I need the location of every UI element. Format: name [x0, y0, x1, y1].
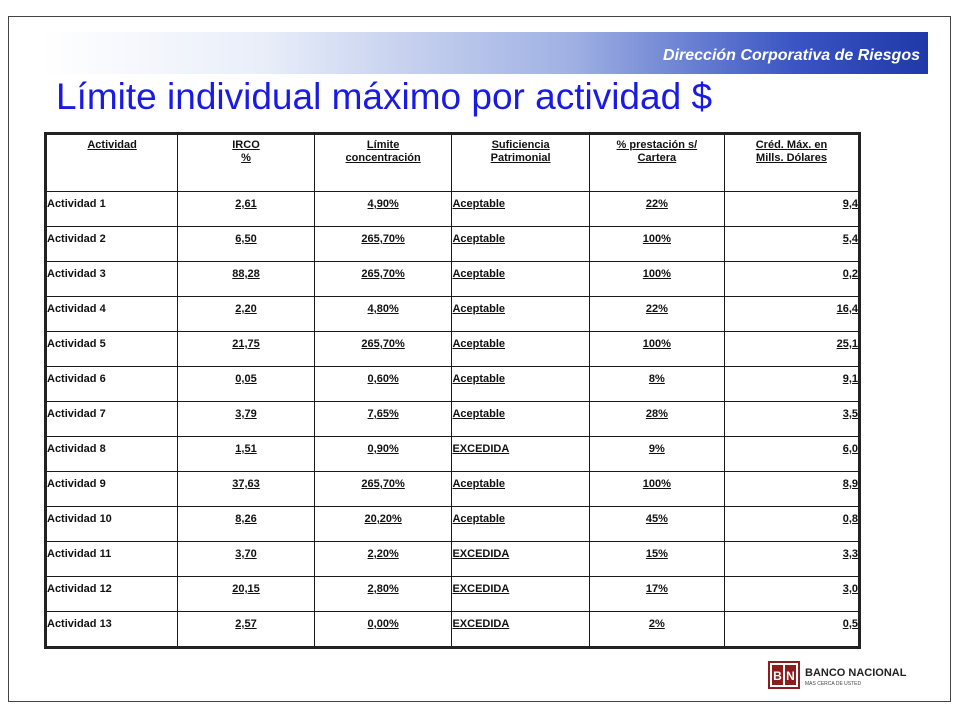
cell-actividad: Actividad 13 [46, 612, 178, 648]
cell-limite: 265,70% [314, 262, 452, 297]
column-header-actividad: Actividad [46, 134, 178, 192]
column-header-credito: Créd. Máx. en Mills. Dólares [725, 134, 860, 192]
cell-credito: 25,1 [725, 332, 860, 367]
table-row [46, 262, 860, 297]
table-row [46, 192, 860, 227]
cell-suficiencia: Aceptable [452, 402, 589, 437]
cell-limite: 20,20% [314, 507, 452, 542]
cell-irco: 2,61 [178, 192, 315, 227]
cell-credito: 6,0 [725, 437, 860, 472]
cell-limite: 0,60% [314, 367, 452, 402]
table-row [46, 437, 860, 472]
cell-prestacion: 100% [589, 262, 724, 297]
column-header-prestacion: % prestación s/ Cartera [589, 134, 724, 192]
table-header-row [46, 134, 860, 192]
cell-suficiencia: Aceptable [452, 262, 589, 297]
table-row [46, 612, 860, 648]
cell-limite: 265,70% [314, 227, 452, 262]
cell-credito: 0,5 [725, 612, 860, 648]
cell-suficiencia: EXCEDIDA [452, 542, 589, 577]
cell-actividad: Actividad 3 [46, 262, 178, 297]
cell-limite: 0,90% [314, 437, 452, 472]
table-row [46, 472, 860, 507]
cell-prestacion: 28% [589, 402, 724, 437]
cell-actividad: Actividad 10 [46, 507, 178, 542]
bank-name: BANCO NACIONAL [805, 667, 907, 679]
cell-credito: 8,9 [725, 472, 860, 507]
cell-prestacion: 100% [589, 332, 724, 367]
cell-prestacion: 100% [589, 472, 724, 507]
cell-irco: 2,57 [178, 612, 315, 648]
bank-logo [767, 660, 907, 690]
column-header-irco: IRCO % [178, 134, 315, 192]
cell-credito: 3,5 [725, 402, 860, 437]
cell-limite: 2,80% [314, 577, 452, 612]
cell-limite: 265,70% [314, 332, 452, 367]
cell-irco: 3,79 [178, 402, 315, 437]
cell-irco: 0,05 [178, 367, 315, 402]
cell-actividad: Actividad 9 [46, 472, 178, 507]
cell-suficiencia: EXCEDIDA [452, 437, 589, 472]
column-header-limite: Límite concentración [314, 134, 452, 192]
cell-limite: 2,20% [314, 542, 452, 577]
svg-text:N: N [786, 669, 795, 683]
cell-irco: 37,63 [178, 472, 315, 507]
table-row [46, 332, 860, 367]
cell-irco: 6,50 [178, 227, 315, 262]
limits-table [44, 132, 861, 649]
bank-tagline: MAS CERCA DE USTED [805, 681, 862, 687]
table-row [46, 367, 860, 402]
table-row [46, 227, 860, 262]
column-header-suficiencia: Suficiencia Patrimonial [452, 134, 589, 192]
svg-text:B: B [773, 669, 782, 683]
cell-irco: 20,15 [178, 577, 315, 612]
cell-prestacion: 9% [589, 437, 724, 472]
cell-irco: 21,75 [178, 332, 315, 367]
cell-prestacion: 15% [589, 542, 724, 577]
cell-actividad: Actividad 2 [46, 227, 178, 262]
cell-limite: 265,70% [314, 472, 452, 507]
cell-credito: 3,3 [725, 542, 860, 577]
table-body [46, 192, 860, 648]
organization-name: Dirección Corporativa de Riesgos [663, 47, 920, 64]
cell-irco: 2,20 [178, 297, 315, 332]
cell-actividad: Actividad 1 [46, 192, 178, 227]
cell-suficiencia: Aceptable [452, 367, 589, 402]
cell-suficiencia: Aceptable [452, 507, 589, 542]
cell-irco: 8,26 [178, 507, 315, 542]
cell-actividad: Actividad 6 [46, 367, 178, 402]
cell-suficiencia: Aceptable [452, 192, 589, 227]
cell-actividad: Actividad 4 [46, 297, 178, 332]
table-row [46, 402, 860, 437]
cell-prestacion: 8% [589, 367, 724, 402]
cell-prestacion: 22% [589, 192, 724, 227]
cell-prestacion: 45% [589, 507, 724, 542]
cell-limite: 7,65% [314, 402, 452, 437]
cell-limite: 4,90% [314, 192, 452, 227]
page-title: Límite individual máximo por actividad $ [56, 76, 713, 117]
cell-limite: 0,00% [314, 612, 452, 648]
cell-suficiencia: Aceptable [452, 297, 589, 332]
table-row [46, 297, 860, 332]
table-row [46, 507, 860, 542]
cell-credito: 9,4 [725, 192, 860, 227]
cell-actividad: Actividad 5 [46, 332, 178, 367]
cell-actividad: Actividad 11 [46, 542, 178, 577]
cell-credito: 16,4 [725, 297, 860, 332]
cell-actividad: Actividad 12 [46, 577, 178, 612]
cell-actividad: Actividad 8 [46, 437, 178, 472]
cell-prestacion: 17% [589, 577, 724, 612]
cell-irco: 3,70 [178, 542, 315, 577]
cell-actividad: Actividad 7 [46, 402, 178, 437]
cell-credito: 3,0 [725, 577, 860, 612]
bank-logo-mark-icon [767, 660, 801, 690]
cell-prestacion: 22% [589, 297, 724, 332]
cell-irco: 1,51 [178, 437, 315, 472]
table-row [46, 577, 860, 612]
cell-suficiencia: Aceptable [452, 332, 589, 367]
cell-limite: 4,80% [314, 297, 452, 332]
cell-credito: 9,1 [725, 367, 860, 402]
table-row [46, 542, 860, 577]
cell-suficiencia: EXCEDIDA [452, 612, 589, 648]
cell-credito: 0,2 [725, 262, 860, 297]
cell-suficiencia: EXCEDIDA [452, 577, 589, 612]
cell-suficiencia: Aceptable [452, 227, 589, 262]
cell-suficiencia: Aceptable [452, 472, 589, 507]
cell-credito: 5,4 [725, 227, 860, 262]
cell-irco: 88,28 [178, 262, 315, 297]
cell-prestacion: 2% [589, 612, 724, 648]
cell-prestacion: 100% [589, 227, 724, 262]
cell-credito: 0,8 [725, 507, 860, 542]
